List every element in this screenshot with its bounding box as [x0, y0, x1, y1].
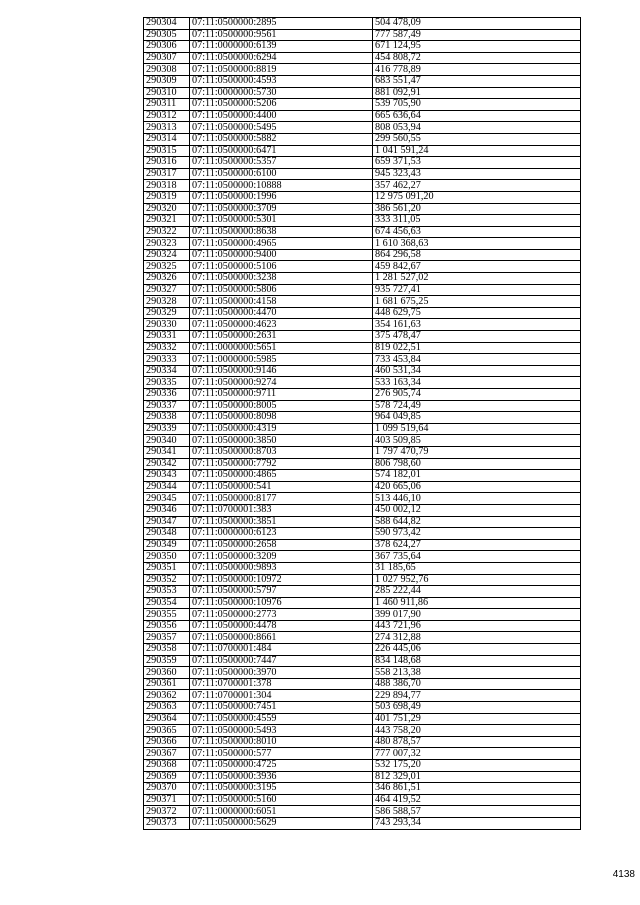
value-cell: 777 007,32 [373, 748, 581, 760]
value-cell: 864 296,58 [373, 249, 581, 261]
table-row [144, 794, 581, 806]
cadastral-number-cell: 07:11:0500000:5301 [190, 215, 373, 227]
row-number-cell: 290351 [144, 562, 190, 574]
value-cell: 357 462,27 [373, 180, 581, 192]
value-cell: 659 371,53 [373, 157, 581, 169]
value-cell: 532 175,20 [373, 760, 581, 772]
row-number-cell: 290368 [144, 760, 190, 772]
table-row [144, 365, 581, 377]
value-cell: 674 456,63 [373, 226, 581, 238]
row-number-cell: 290367 [144, 748, 190, 760]
value-cell: 386 561,20 [373, 203, 581, 215]
cadastral-number-cell: 07:11:0500000:9561 [190, 29, 373, 41]
row-number-cell: 290362 [144, 690, 190, 702]
table-row [144, 296, 581, 308]
row-number-cell: 290320 [144, 203, 190, 215]
row-number-cell: 290312 [144, 110, 190, 122]
cadastral-number-cell: 07:11:0500000:8703 [190, 446, 373, 458]
cadastral-number-cell: 07:11:0500000:5882 [190, 133, 373, 145]
table-row [144, 771, 581, 783]
table-row [144, 377, 581, 389]
row-number-cell: 290310 [144, 87, 190, 99]
value-cell: 375 478,47 [373, 331, 581, 343]
row-number-cell: 290318 [144, 180, 190, 192]
cadastral-number-cell: 07:11:0700001:383 [190, 504, 373, 516]
cadastral-value-table [143, 17, 581, 830]
table-row [144, 284, 581, 296]
row-number-cell: 290319 [144, 191, 190, 203]
table-row [144, 713, 581, 725]
table-row [144, 238, 581, 250]
cadastral-number-cell: 07:11:0500000:3851 [190, 516, 373, 528]
cadastral-number-cell: 07:11:0500000:2773 [190, 609, 373, 621]
table-row [144, 632, 581, 644]
value-cell: 588 644,82 [373, 516, 581, 528]
row-number-cell: 290336 [144, 389, 190, 401]
value-cell: 464 419,52 [373, 794, 581, 806]
row-number-cell: 290345 [144, 493, 190, 505]
value-cell: 378 624,27 [373, 539, 581, 551]
row-number-cell: 290354 [144, 597, 190, 609]
table-row [144, 412, 581, 424]
cadastral-number-cell: 07:11:0000000:6051 [190, 806, 373, 818]
table-row [144, 122, 581, 134]
row-number-cell: 290365 [144, 725, 190, 737]
table-row [144, 180, 581, 192]
value-cell: 683 551,47 [373, 75, 581, 87]
row-number-cell: 290315 [144, 145, 190, 157]
table-row [144, 261, 581, 273]
row-number-cell: 290335 [144, 377, 190, 389]
table-row [144, 516, 581, 528]
value-cell: 808 053,94 [373, 122, 581, 134]
cadastral-number-cell: 07:11:0500000:3238 [190, 273, 373, 285]
value-cell: 671 124,95 [373, 41, 581, 53]
table-row [144, 354, 581, 366]
row-number-cell: 290311 [144, 99, 190, 111]
row-number-cell: 290361 [144, 678, 190, 690]
table-body [144, 18, 581, 830]
cadastral-number-cell: 07:11:0500000:5206 [190, 99, 373, 111]
row-number-cell: 290360 [144, 667, 190, 679]
value-cell: 367 735,64 [373, 551, 581, 563]
cadastral-number-cell: 07:11:0500000:7792 [190, 458, 373, 470]
row-number-cell: 290307 [144, 52, 190, 64]
table-row [144, 18, 581, 30]
row-number-cell: 290333 [144, 354, 190, 366]
cadastral-number-cell: 07:11:0500000:6294 [190, 52, 373, 64]
table-row [144, 678, 581, 690]
value-cell: 964 049,85 [373, 412, 581, 424]
cadastral-number-cell: 07:11:0500000:2895 [190, 18, 373, 30]
cadastral-number-cell: 07:11:0500000:5797 [190, 586, 373, 598]
value-cell: 935 727,41 [373, 284, 581, 296]
table-row [144, 75, 581, 87]
table-row [144, 29, 581, 41]
value-cell: 590 973,42 [373, 528, 581, 540]
value-cell: 945 323,43 [373, 168, 581, 180]
table-row [144, 539, 581, 551]
cadastral-number-cell: 07:11:0000000:6123 [190, 528, 373, 540]
table-row [144, 319, 581, 331]
table-row [144, 655, 581, 667]
row-number-cell: 290358 [144, 644, 190, 656]
value-cell: 31 185,65 [373, 562, 581, 574]
row-number-cell: 290337 [144, 400, 190, 412]
value-cell: 558 213,38 [373, 667, 581, 679]
row-number-cell: 290341 [144, 446, 190, 458]
cadastral-number-cell: 07:11:0700001:484 [190, 644, 373, 656]
row-number-cell: 290370 [144, 783, 190, 795]
value-cell: 1 099 519,64 [373, 423, 581, 435]
table-row [144, 423, 581, 435]
row-number-cell: 290323 [144, 238, 190, 250]
row-number-cell: 290352 [144, 574, 190, 586]
row-number-cell: 290344 [144, 481, 190, 493]
cadastral-number-cell: 07:11:0500000:2631 [190, 331, 373, 343]
row-number-cell: 290314 [144, 133, 190, 145]
row-number-cell: 290313 [144, 122, 190, 134]
cadastral-number-cell: 07:11:0500000:4400 [190, 110, 373, 122]
cadastral-number-cell: 07:11:0500000:4559 [190, 713, 373, 725]
table-row [144, 226, 581, 238]
value-cell: 448 629,75 [373, 307, 581, 319]
value-cell: 346 861,51 [373, 783, 581, 795]
table-row [144, 191, 581, 203]
row-number-cell: 290306 [144, 41, 190, 53]
value-cell: 401 751,29 [373, 713, 581, 725]
cadastral-number-cell: 07:11:0500000:3936 [190, 771, 373, 783]
value-cell: 1 281 527,02 [373, 273, 581, 285]
value-cell: 1 610 368,63 [373, 238, 581, 250]
table-row [144, 690, 581, 702]
row-number-cell: 290364 [144, 713, 190, 725]
cadastral-number-cell: 07:11:0500000:4478 [190, 620, 373, 632]
cadastral-number-cell: 07:11:0500000:577 [190, 748, 373, 760]
row-number-cell: 290356 [144, 620, 190, 632]
value-cell: 578 724,49 [373, 400, 581, 412]
row-number-cell: 290316 [144, 157, 190, 169]
cadastral-number-cell: 07:11:0500000:3209 [190, 551, 373, 563]
cadastral-number-cell: 07:11:0500000:4319 [190, 423, 373, 435]
cadastral-number-cell: 07:11:0700001:378 [190, 678, 373, 690]
value-cell: 819 022,51 [373, 342, 581, 354]
value-cell: 454 808,72 [373, 52, 581, 64]
table-row [144, 446, 581, 458]
cadastral-number-cell: 07:11:0500000:541 [190, 481, 373, 493]
table-row [144, 99, 581, 111]
row-number-cell: 290349 [144, 539, 190, 551]
row-number-cell: 290325 [144, 261, 190, 273]
row-number-cell: 290322 [144, 226, 190, 238]
table-row [144, 597, 581, 609]
value-cell: 420 665,06 [373, 481, 581, 493]
row-number-cell: 290328 [144, 296, 190, 308]
cadastral-number-cell: 07:11:0500000:3970 [190, 667, 373, 679]
value-cell: 806 798,60 [373, 458, 581, 470]
table-row [144, 586, 581, 598]
value-cell: 586 588,57 [373, 806, 581, 818]
table-row [144, 215, 581, 227]
table-row [144, 806, 581, 818]
table-row [144, 110, 581, 122]
row-number-cell: 290357 [144, 632, 190, 644]
table-row [144, 817, 581, 829]
value-cell: 743 293,34 [373, 817, 581, 829]
row-number-cell: 290350 [144, 551, 190, 563]
cadastral-number-cell: 07:11:0500000:9400 [190, 249, 373, 261]
cadastral-number-cell: 07:11:0500000:8098 [190, 412, 373, 424]
value-cell: 285 222,44 [373, 586, 581, 598]
table-row [144, 574, 581, 586]
cadastral-number-cell: 07:11:0500000:4725 [190, 760, 373, 772]
table-row [144, 203, 581, 215]
cadastral-number-cell: 07:11:0000000:5651 [190, 342, 373, 354]
cadastral-number-cell: 07:11:0500000:9146 [190, 365, 373, 377]
value-cell: 416 778,89 [373, 64, 581, 76]
table-row [144, 725, 581, 737]
value-cell: 834 148,68 [373, 655, 581, 667]
table-row [144, 435, 581, 447]
table-row [144, 736, 581, 748]
row-number-cell: 290363 [144, 702, 190, 714]
page-number: 4138 [612, 869, 635, 880]
value-cell: 1 041 591,24 [373, 145, 581, 157]
row-number-cell: 290373 [144, 817, 190, 829]
row-number-cell: 290326 [144, 273, 190, 285]
cadastral-number-cell: 07:11:0500000:6100 [190, 168, 373, 180]
value-cell: 450 002,12 [373, 504, 581, 516]
cadastral-number-cell: 07:11:0500000:7447 [190, 655, 373, 667]
row-number-cell: 290304 [144, 18, 190, 30]
cadastral-number-cell: 07:11:0500000:9274 [190, 377, 373, 389]
row-number-cell: 290332 [144, 342, 190, 354]
row-number-cell: 290355 [144, 609, 190, 621]
value-cell: 539 705,90 [373, 99, 581, 111]
row-number-cell: 290340 [144, 435, 190, 447]
value-cell: 812 329,01 [373, 771, 581, 783]
row-number-cell: 290308 [144, 64, 190, 76]
cadastral-number-cell: 07:11:0500000:9893 [190, 562, 373, 574]
cadastral-number-cell: 07:11:0500000:10888 [190, 180, 373, 192]
row-number-cell: 290369 [144, 771, 190, 783]
value-cell: 533 163,34 [373, 377, 581, 389]
table-row [144, 331, 581, 343]
cadastral-number-cell: 07:11:0500000:4593 [190, 75, 373, 87]
table-row [144, 504, 581, 516]
value-cell: 665 636,64 [373, 110, 581, 122]
value-cell: 333 311,05 [373, 215, 581, 227]
row-number-cell: 290324 [144, 249, 190, 261]
row-number-cell: 290317 [144, 168, 190, 180]
cadastral-number-cell: 07:11:0500000:8010 [190, 736, 373, 748]
row-number-cell: 290342 [144, 458, 190, 470]
value-cell: 574 182,01 [373, 470, 581, 482]
cadastral-number-cell: 07:11:0500000:10976 [190, 597, 373, 609]
cadastral-number-cell: 07:11:0500000:5493 [190, 725, 373, 737]
cadastral-number-cell: 07:11:0500000:9711 [190, 389, 373, 401]
value-cell: 12 975 091,20 [373, 191, 581, 203]
row-number-cell: 290371 [144, 794, 190, 806]
table-row [144, 64, 581, 76]
value-cell: 399 017,90 [373, 609, 581, 621]
table-row [144, 458, 581, 470]
cadastral-number-cell: 07:11:0500000:8005 [190, 400, 373, 412]
table-row [144, 528, 581, 540]
value-cell: 1 460 911,86 [373, 597, 581, 609]
cadastral-number-cell: 07:11:0500000:8661 [190, 632, 373, 644]
table-row [144, 133, 581, 145]
cadastral-number-cell: 07:11:0700001:304 [190, 690, 373, 702]
table-row [144, 760, 581, 772]
value-cell: 276 905,74 [373, 389, 581, 401]
row-number-cell: 290327 [144, 284, 190, 296]
value-cell: 881 092,91 [373, 87, 581, 99]
cadastral-number-cell: 07:11:0500000:4623 [190, 319, 373, 331]
table-row [144, 157, 581, 169]
table-row [144, 52, 581, 64]
cadastral-number-cell: 07:11:0000000:5985 [190, 354, 373, 366]
cadastral-number-cell: 07:11:0500000:5495 [190, 122, 373, 134]
table-row [144, 249, 581, 261]
cadastral-number-cell: 07:11:0500000:3195 [190, 783, 373, 795]
cadastral-number-cell: 07:11:0500000:10972 [190, 574, 373, 586]
value-cell: 459 842,67 [373, 261, 581, 273]
table-row [144, 342, 581, 354]
row-number-cell: 290331 [144, 331, 190, 343]
value-cell: 229 894,77 [373, 690, 581, 702]
table-row [144, 783, 581, 795]
table-row [144, 87, 581, 99]
table-row [144, 470, 581, 482]
cadastral-number-cell: 07:11:0500000:5629 [190, 817, 373, 829]
value-cell: 443 758,20 [373, 725, 581, 737]
row-number-cell: 290353 [144, 586, 190, 598]
row-number-cell: 290366 [144, 736, 190, 748]
value-cell: 777 587,49 [373, 29, 581, 41]
table-row [144, 620, 581, 632]
value-cell: 299 560,55 [373, 133, 581, 145]
table-row [144, 609, 581, 621]
value-cell: 480 878,57 [373, 736, 581, 748]
table-row [144, 562, 581, 574]
cadastral-number-cell: 07:11:0500000:3709 [190, 203, 373, 215]
value-cell: 503 698,49 [373, 702, 581, 714]
table-row [144, 41, 581, 53]
value-cell: 488 386,70 [373, 678, 581, 690]
row-number-cell: 290339 [144, 423, 190, 435]
table-row [144, 307, 581, 319]
table-row [144, 168, 581, 180]
cadastral-number-cell: 07:11:0500000:3850 [190, 435, 373, 447]
cadastral-number-cell: 07:11:0500000:5160 [190, 794, 373, 806]
row-number-cell: 290329 [144, 307, 190, 319]
cadastral-number-cell: 07:11:0500000:5806 [190, 284, 373, 296]
value-cell: 460 531,34 [373, 365, 581, 377]
cadastral-number-cell: 07:11:0500000:8638 [190, 226, 373, 238]
cadastral-number-cell: 07:11:0500000:4965 [190, 238, 373, 250]
row-number-cell: 290334 [144, 365, 190, 377]
table-row [144, 748, 581, 760]
value-cell: 1 797 470,79 [373, 446, 581, 458]
table-row [144, 644, 581, 656]
cadastral-number-cell: 07:11:0500000:5357 [190, 157, 373, 169]
value-cell: 513 446,10 [373, 493, 581, 505]
table-row [144, 389, 581, 401]
row-number-cell: 290346 [144, 504, 190, 516]
cadastral-number-cell: 07:11:0500000:4865 [190, 470, 373, 482]
value-cell: 226 445,06 [373, 644, 581, 656]
cadastral-number-cell: 07:11:0500000:4158 [190, 296, 373, 308]
row-number-cell: 290348 [144, 528, 190, 540]
cadastral-number-cell: 07:11:0500000:2658 [190, 539, 373, 551]
table-row [144, 702, 581, 714]
value-cell: 504 478,09 [373, 18, 581, 30]
row-number-cell: 290330 [144, 319, 190, 331]
cadastral-number-cell: 07:11:0000000:6139 [190, 41, 373, 53]
cadastral-number-cell: 07:11:0500000:1996 [190, 191, 373, 203]
cadastral-number-cell: 07:11:0500000:8177 [190, 493, 373, 505]
cadastral-number-cell: 07:11:0500000:6471 [190, 145, 373, 157]
value-cell: 443 721,96 [373, 620, 581, 632]
row-number-cell: 290309 [144, 75, 190, 87]
table-row [144, 400, 581, 412]
table-row [144, 481, 581, 493]
row-number-cell: 290343 [144, 470, 190, 482]
cadastral-number-cell: 07:11:0000000:5730 [190, 87, 373, 99]
value-cell: 1 681 675,25 [373, 296, 581, 308]
table-row [144, 493, 581, 505]
value-cell: 274 312,88 [373, 632, 581, 644]
table-row [144, 667, 581, 679]
row-number-cell: 290338 [144, 412, 190, 424]
row-number-cell: 290305 [144, 29, 190, 41]
row-number-cell: 290372 [144, 806, 190, 818]
table-row [144, 551, 581, 563]
row-number-cell: 290359 [144, 655, 190, 667]
cadastral-number-cell: 07:11:0500000:5106 [190, 261, 373, 273]
cadastral-number-cell: 07:11:0500000:8819 [190, 64, 373, 76]
value-cell: 354 161,63 [373, 319, 581, 331]
table-row [144, 273, 581, 285]
value-cell: 403 509,85 [373, 435, 581, 447]
value-cell: 1 027 952,76 [373, 574, 581, 586]
table-row [144, 145, 581, 157]
row-number-cell: 290321 [144, 215, 190, 227]
value-cell: 733 453,84 [373, 354, 581, 366]
cadastral-number-cell: 07:11:0500000:7451 [190, 702, 373, 714]
row-number-cell: 290347 [144, 516, 190, 528]
cadastral-number-cell: 07:11:0500000:4470 [190, 307, 373, 319]
